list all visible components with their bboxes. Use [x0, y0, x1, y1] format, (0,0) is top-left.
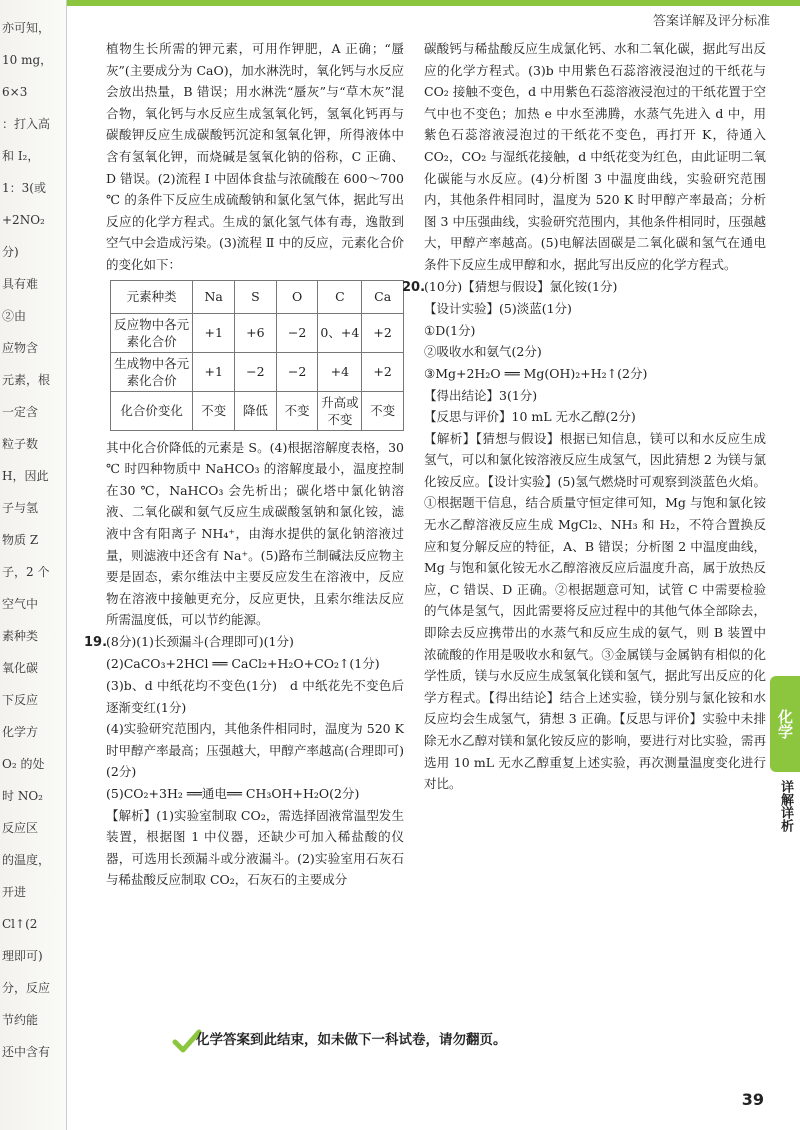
- strip-fragment: 理即可): [2, 949, 43, 963]
- paragraph: 碳酸钙与稀盐酸反应生成氯化钙、水和二氧化碳，据此写出反应的化学方程式。(3)b 中用紫色石蕊溶液浸泡过的干纸花与 CO₂ 接触不变色，d 中用紫色石蕊溶液浸泡过的干纸花置于空气中也不变色；加热 e 中水至沸腾，水蒸气先进入 d 中，用紫色石蕊溶液浸泡过的干纸花不变色，再打开 K，待通入 CO₂，CO₂ 与湿纸花接触，d 中纸花变为红色，由此证明二氧化碳能与水反应。(4)分析图 3 中温度曲线，实验研究范围内，其他条件相同时，温度为 520 K 时甲醇产率最高；分析图 3 中压强曲线，实验研究范围内，其他条件相同时，压强越大，甲醇产率越高。(5)电解法固碳是二氧化碳和氢气在通电条件下反应生成甲醇和水，据此写出反应的化学方程式。: [424, 41, 766, 272]
- table-cell: +6: [235, 313, 277, 352]
- table-cell: +4: [318, 352, 362, 391]
- table-header-cell: Ca: [362, 280, 404, 313]
- strip-fragment: 物质 Z: [2, 533, 39, 547]
- strip-fragment: 10 mg，: [2, 53, 53, 67]
- footer-note: 化学答案到此结束，如未做下一科试卷，请勿翻页。: [196, 1032, 507, 1048]
- strip-fragment: H，因此: [2, 469, 49, 483]
- strip-fragment: ：打入高: [2, 117, 51, 131]
- strip-fragment: 开进: [2, 885, 27, 899]
- strip-fragment: O₂ 的处: [2, 757, 45, 771]
- answer-text: (8分)(1)长颈漏斗(合理即可)(1分): [106, 633, 294, 649]
- strip-fragment: 和 I₂，: [2, 149, 40, 163]
- strip-fragment: Cl↑(2: [2, 917, 38, 931]
- strip-fragment: ②由: [2, 309, 27, 323]
- paragraph: (5)CO₂+3H₂ ══通电══ CH₃OH+H₂O(2分): [106, 786, 360, 802]
- answer-text: (10分)【猜想与假设】氯化铵(1分): [424, 278, 618, 294]
- table-cell: −2: [276, 313, 318, 352]
- subject-tab: 化学: [770, 676, 800, 772]
- table-cell: 不变: [362, 391, 404, 430]
- table-cell: 反应物中各元素化合价: [111, 313, 193, 352]
- strip-fragment: 亦可知，: [2, 21, 51, 35]
- strip-fragment: 还中含有: [2, 1045, 51, 1059]
- paragraph: 其中化合价降低的元素是 S。(4)根据溶解度表格，30 ℃ 时四种物质中 NaHCO₃ 的溶解度最小，温度控制在30 ℃，NaHCO₃ 会先析出；碳化塔中氯化钠溶液、二氧化碳和氨气反应生成碳酸氢钠和氯化铵，滤液中含有阳离子 NH₄⁺，由海水提供的氯化钠溶液过量，则滤液中还含有 Na⁺。(5)路布兰制碱法反应物主要是固态，索尔维法中主要反应发生在溶液中，反应物在溶液中接触更充分，反应更快，且索尔维法反应所需温度低，可以节约能源。: [106, 439, 404, 628]
- table-cell: 生成物中各元素化合价: [111, 352, 193, 391]
- table-header-cell: C: [318, 280, 362, 313]
- paragraph: 【反思与评价】10 mL 无水乙醇(2分): [424, 409, 636, 425]
- table-header-cell: O: [276, 280, 318, 313]
- table-header-cell: S: [235, 280, 277, 313]
- table-row: [111, 352, 404, 391]
- paragraph: ①D(1分): [424, 322, 476, 338]
- question-answer: [402, 276, 766, 299]
- table-cell: +1: [193, 313, 235, 352]
- question-number: 20.: [402, 279, 426, 295]
- table-cell: 0、+4: [318, 313, 362, 352]
- paragraph: 【设计实验】(5)淡蓝(1分): [424, 301, 572, 317]
- table-cell: 不变: [276, 391, 318, 430]
- strip-fragment: 具有难: [2, 277, 39, 291]
- strip-fragment: 应物含: [2, 341, 39, 355]
- paragraph: (3)b、d 中纸花均不变色(1分) d 中纸花先不变色后逐渐变红(1分): [106, 678, 404, 715]
- previous-page-strip: [0, 0, 67, 1130]
- strip-fragment: 元素，根: [2, 373, 51, 387]
- table-cell: 化合价变化: [111, 391, 193, 430]
- paragraph: 【解析】(1)实验室制取 CO₂，需选择固液常温型发生装置，根据图 1 中仪器，还缺少可加入稀盐酸的仪器，可选用长颈漏斗或分液漏斗。(2)实验室用石灰石与稀盐酸反应制取 CO₂，石灰石的主要成分: [106, 807, 404, 888]
- section-label: 详解详析: [778, 780, 793, 832]
- table-cell: +2: [362, 313, 404, 352]
- paragraph: 【解析】【猜想与假设】根据已知信息，镁可以和水反应生成氢气，可以和氯化铵溶液反应生成氢气，因此猜想 2 为镁与氯化铵反应。【设计实验】(5)氢气燃烧时可观察到淡蓝色火焰。①根据题干信息，结合质量守恒定律可知，Mg 与饱和氯化铵无水乙醇溶液反应生成 MgCl₂、NH₃ 和 H₂，不符合置换反应和复分解反应的特征，A、B 错误；分析图 2 中温度曲线，Mg 与饱和氯化铵无水乙醇溶液反应后温度升高，属于放热反应，C 错误、D 正确。②根据题意可知，试管 C 中需要检验的气体是氢气，因此需要将反应过程中的其他气体全部除去，即除去反应携带出的水蒸气和反应生成的氨气，则 B 装置中浓硫酸的作用是吸收水和氨气。③金属镁与金属钠有相似的化学性质，镁与水反应生成氢氧化镁和氢气，据此写出反应的化学方程式。【得出结论】结合上述实验，镁分别与氯化铵和水反应均会生成氢气，猜想 3 正确。【反思与评价】实验中未排除无水乙醇对镁和氯化铵反应的影响，要进行对比实验，需再选用 10 mL 无水乙醇重复上述实验，再次测量温度变化进行对比。: [424, 430, 766, 792]
- table-cell: −2: [235, 352, 277, 391]
- strip-fragment: 粒子数: [2, 437, 39, 451]
- strip-fragment: 反应区: [2, 821, 39, 835]
- table-header-cell: Na: [193, 280, 235, 313]
- strip-fragment: 一定含: [2, 405, 39, 419]
- strip-fragment: 1：3(或: [2, 181, 46, 195]
- right-column: [402, 38, 766, 795]
- table-cell: 降低: [235, 391, 277, 430]
- table-row: [111, 313, 404, 352]
- strip-fragment: 空气中: [2, 597, 39, 611]
- paragraph: 植物生长所需的钾元素，可用作钾肥，A 正确；“蜃灰”(主要成分为 CaO)，加水淋洗时，氧化钙与水反应会放出热量，B 错误；用水淋洗“蜃灰”与“草木灰”混合物，氧化钙与水反应生成氢氧化钙，氢氧化钙再与碳酸钾反应生成碳酸钙沉淀和氢氧化钾，所得液体中含有氢氧化钾，而烧碱是氢氧化钠的俗称，C 正确、D 错误。(2)流程 Ⅰ 中固体食盐与浓硫酸在 600～700 ℃ 的条件下反应生成硫酸钠和氯化氢气体，据此写出反应的化学方程式。生成的氯化氢气体有毒，逸散到空气中会造成污染。(3)流程 Ⅱ 中的反应，元素化合价的变化如下：: [106, 41, 404, 272]
- table-cell: +1: [193, 352, 235, 391]
- table-cell: 不变: [193, 391, 235, 430]
- valence-table: [110, 280, 404, 431]
- paragraph: ②吸收水和氨气(2分): [424, 344, 542, 360]
- left-column: [84, 38, 404, 891]
- strip-fragment: 节约能: [2, 1013, 39, 1027]
- strip-fragment: 下反应: [2, 693, 39, 707]
- question-answer: [84, 631, 404, 654]
- strip-fragment: 分): [2, 245, 19, 259]
- table-header-cell: 元素种类: [111, 280, 193, 313]
- strip-fragment: 分，反应: [2, 981, 51, 995]
- strip-fragment: 子，2 个: [2, 565, 50, 579]
- top-accent-bar: [0, 0, 800, 6]
- strip-fragment: 化学方: [2, 725, 39, 739]
- paragraph: 【得出结论】3(1分): [424, 387, 538, 403]
- strip-fragment: 6×3: [2, 85, 28, 99]
- page-number: 39: [741, 1090, 764, 1109]
- table-cell: −2: [276, 352, 318, 391]
- table-row: [111, 391, 404, 430]
- strip-fragment: 子与氢: [2, 501, 39, 515]
- question-number: 19.: [84, 634, 108, 650]
- strip-fragment: 素种类: [2, 629, 39, 643]
- paragraph: (2)CaCO₃+2HCl ══ CaCl₂+H₂O+CO₂↑(1分): [106, 656, 380, 672]
- paragraph: (4)实验研究范围内，其他条件相同时，温度为 520 K 时甲醇产率最高；压强越大，甲醇产率越高(合理即可)(2分): [106, 721, 404, 780]
- table-cell: 升高或不变: [318, 391, 362, 430]
- strip-fragment: 时 NO₂: [2, 789, 43, 803]
- strip-fragment: 氧化碳: [2, 661, 39, 675]
- strip-fragment: 的温度，: [2, 853, 51, 867]
- strip-fragment: +2NO₂: [2, 213, 45, 227]
- page-header: 答案详解及评分标准: [652, 14, 770, 29]
- table-cell: +2: [362, 352, 404, 391]
- paragraph: ③Mg+2H₂O ══ Mg(OH)₂+H₂↑(2分): [424, 365, 648, 381]
